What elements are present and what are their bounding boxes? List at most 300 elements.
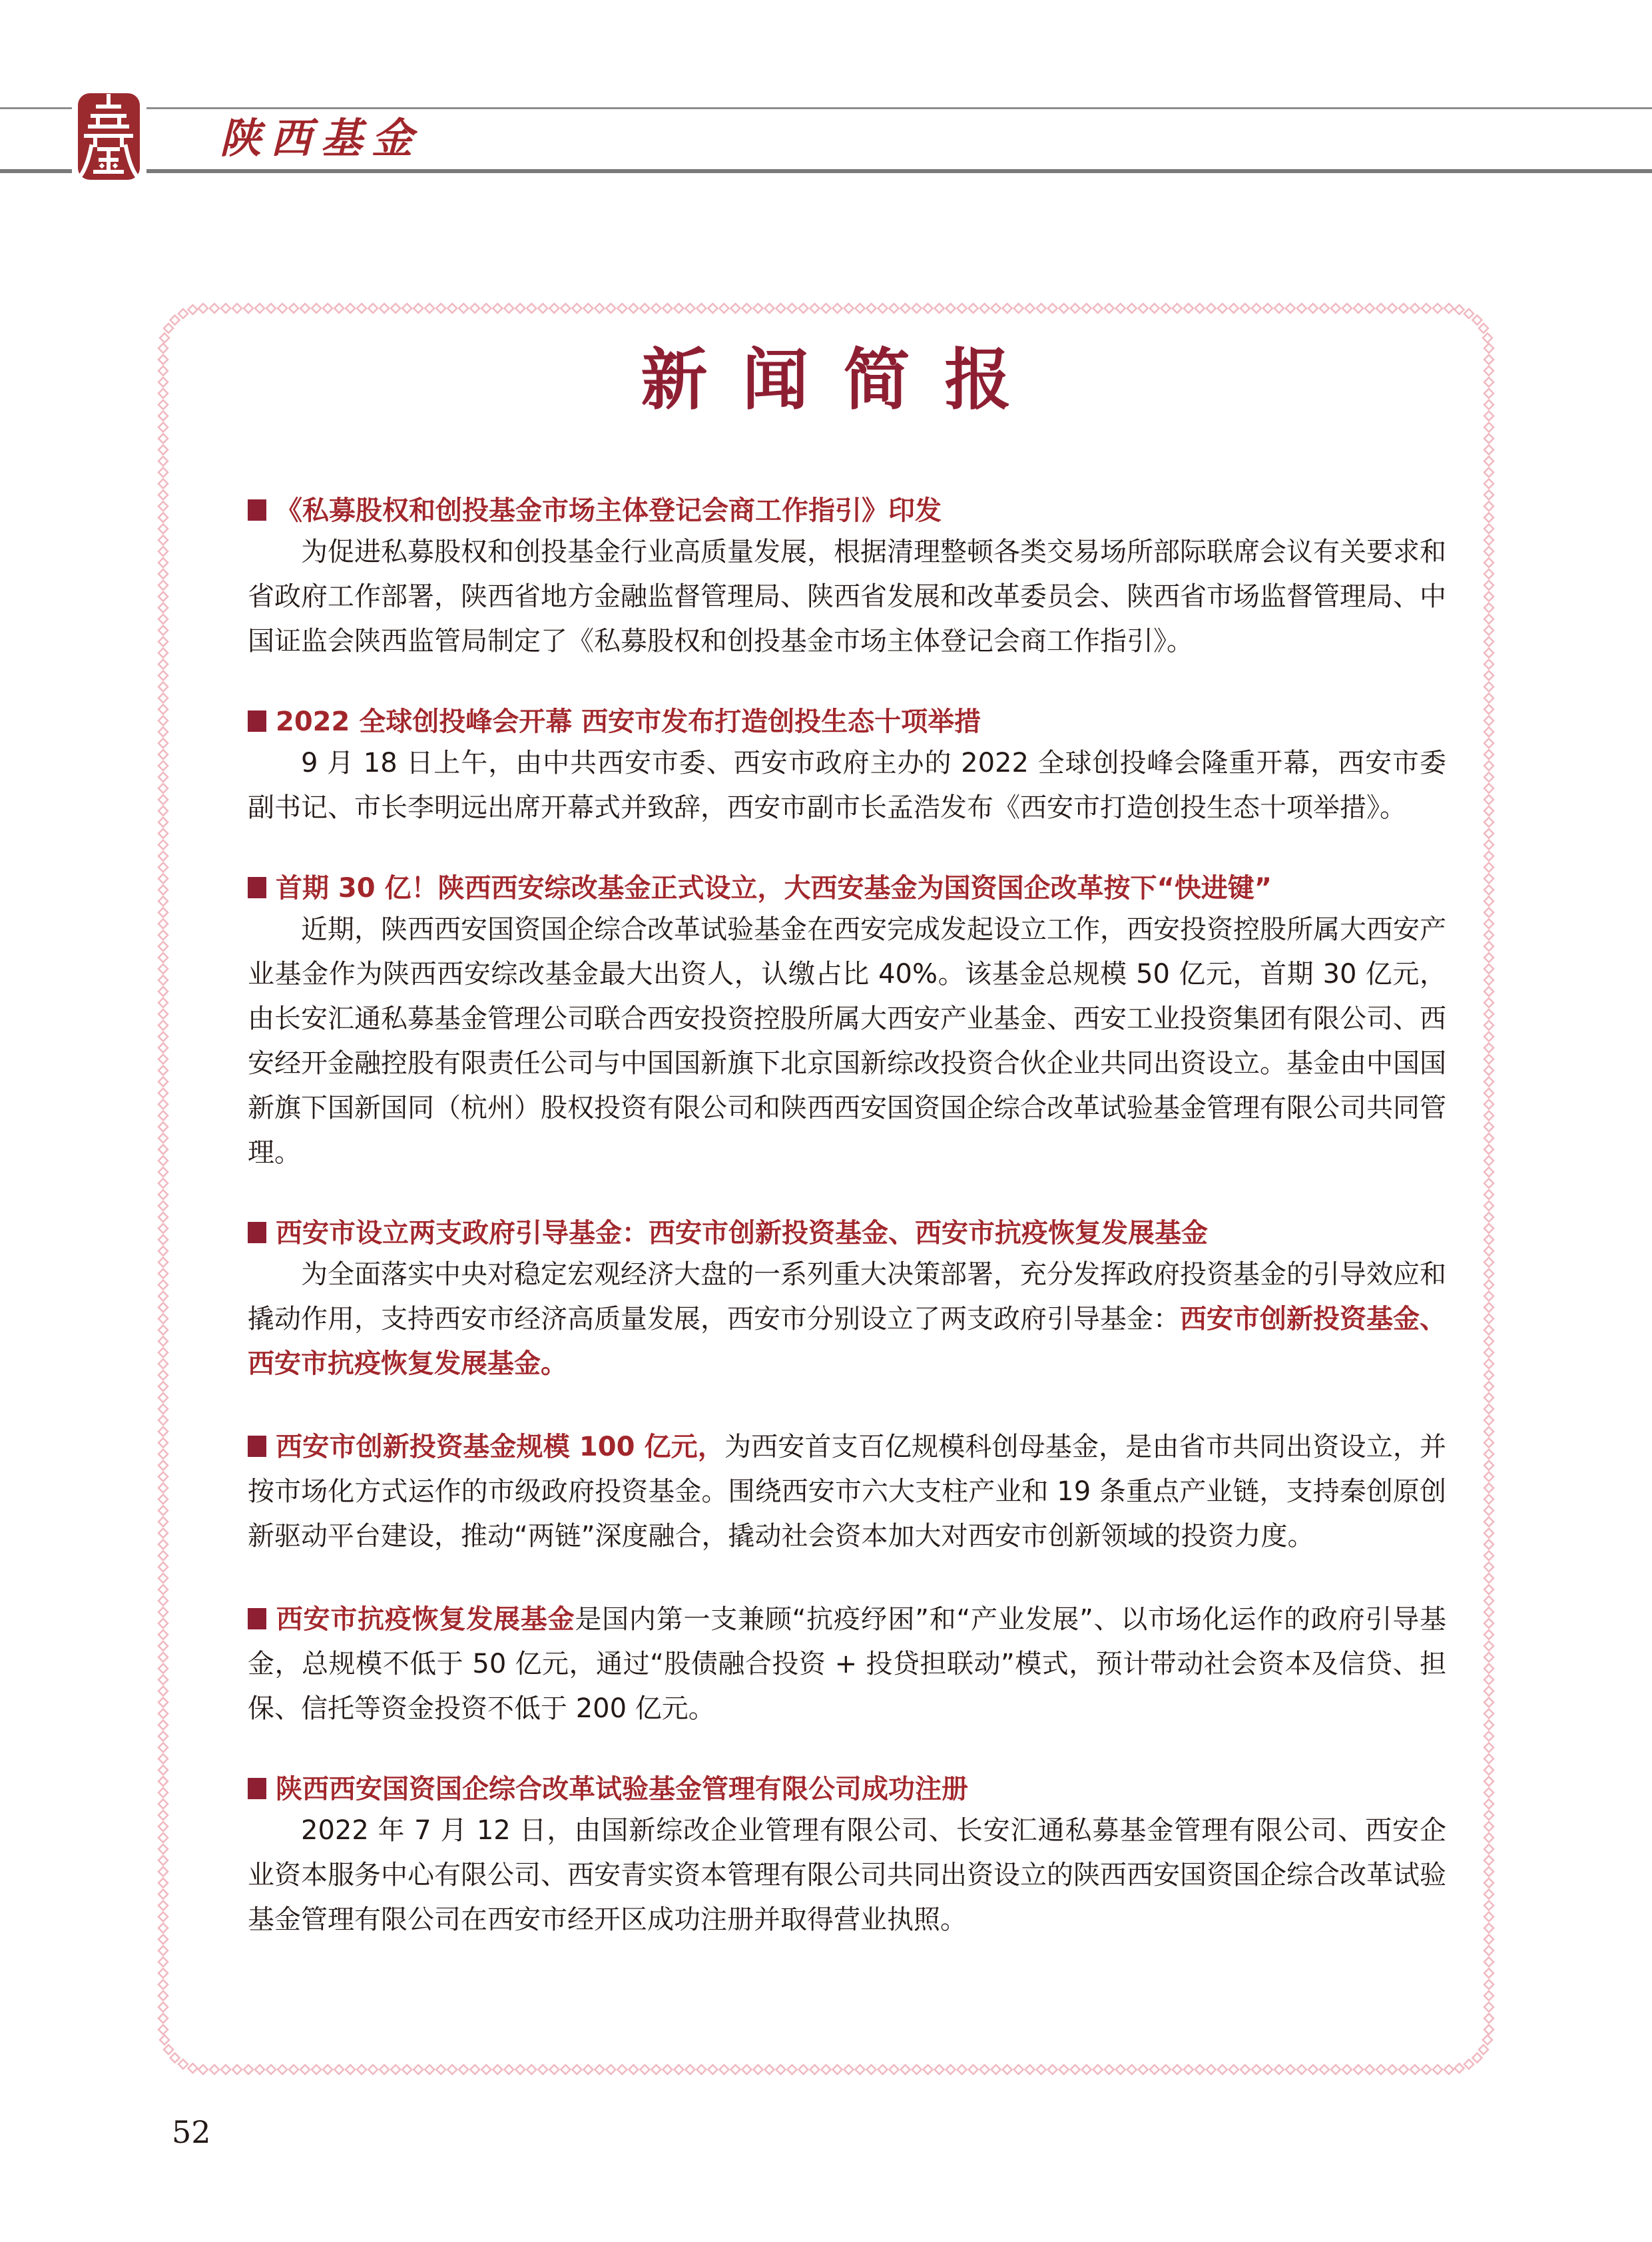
news-body-highlight: 西安市创新投资基金、西安市抗疫恢复发展基金。 <box>248 1304 1446 1379</box>
border-diamond <box>1093 2065 1103 2074</box>
border-diamond <box>1388 2065 1397 2074</box>
border-diamond <box>787 304 796 313</box>
border-diamond <box>158 1009 168 1019</box>
border-diamond <box>1025 2065 1035 2074</box>
border-diamond <box>1484 524 1494 533</box>
border-diamond <box>924 2065 933 2074</box>
border-diamond <box>1484 784 1494 793</box>
border-diamond <box>1484 908 1494 917</box>
border-diamond <box>158 1585 168 1594</box>
border-diamond <box>1484 1923 1494 1932</box>
border-diamond <box>1484 1822 1494 1831</box>
border-diamond <box>1484 1484 1494 1493</box>
border-diamond <box>935 2065 944 2074</box>
border-diamond <box>629 304 638 313</box>
border-diamond <box>158 1416 168 1425</box>
border-diamond <box>549 2065 559 2074</box>
border-diamond <box>1003 2065 1012 2074</box>
border-diamond <box>1263 2065 1272 2074</box>
border-diamond <box>844 2065 854 2074</box>
border-diamond <box>810 304 819 313</box>
border-diamond <box>606 2065 615 2074</box>
border-diamond <box>1320 304 1329 313</box>
border-diamond <box>413 304 423 313</box>
border-diamond <box>158 1247 168 1256</box>
border-diamond <box>158 1596 168 1605</box>
border-diamond <box>470 2065 479 2074</box>
border-diamond <box>158 1506 168 1515</box>
border-diamond <box>1240 2065 1250 2074</box>
border-diamond <box>685 304 694 313</box>
border-diamond <box>380 2065 389 2074</box>
border-diamond <box>210 304 219 313</box>
border-diamond <box>1484 1878 1494 1888</box>
border-diamond <box>425 2065 434 2074</box>
border-diamond <box>158 467 168 477</box>
border-diamond <box>1484 1077 1494 1087</box>
border-diamond <box>158 659 168 669</box>
border-diamond <box>357 2065 366 2074</box>
border-diamond <box>1479 324 1488 333</box>
border-diamond <box>753 2065 762 2074</box>
border-diamond <box>158 1833 168 1842</box>
square-bullet-icon <box>248 1778 266 1799</box>
border-diamond <box>1484 1438 1494 1448</box>
border-diamond <box>158 1822 168 1831</box>
border-diamond <box>158 1890 168 1899</box>
border-diamond <box>1472 316 1482 325</box>
border-diamond <box>1484 479 1494 488</box>
border-diamond <box>178 2060 188 2069</box>
border-diamond <box>346 2065 355 2074</box>
border-diamond <box>158 456 168 465</box>
border-diamond <box>1484 558 1494 567</box>
border-diamond <box>696 2065 706 2074</box>
border-diamond <box>158 1980 168 1989</box>
border-diamond <box>685 2065 694 2074</box>
border-diamond <box>158 501 168 511</box>
border-diamond <box>255 2065 264 2074</box>
border-diamond <box>1082 304 1091 313</box>
border-diamond <box>1320 2065 1329 2074</box>
border-diamond <box>991 304 1001 313</box>
border-diamond <box>1484 1991 1494 2000</box>
border-diamond <box>158 1664 168 1673</box>
border-diamond <box>158 1495 168 1504</box>
border-diamond <box>1484 682 1494 691</box>
border-diamond <box>527 304 536 313</box>
border-diamond <box>158 1122 168 1131</box>
border-diamond <box>1376 2065 1386 2074</box>
border-diamond <box>1422 2065 1431 2074</box>
square-bullet-icon <box>248 1608 266 1629</box>
border-diamond <box>1484 1336 1494 1346</box>
border-diamond <box>1484 1495 1494 1504</box>
border-diamond <box>708 304 717 313</box>
border-diamond <box>158 1021 168 1030</box>
border-diamond <box>158 806 168 816</box>
border-diamond <box>1484 1799 1494 1809</box>
border-diamond <box>278 304 287 313</box>
border-diamond <box>158 1619 168 1628</box>
border-diamond <box>1484 535 1494 545</box>
border-diamond <box>1484 1427 1494 1436</box>
border-diamond <box>158 1788 168 1797</box>
page-title: 新闻简报 <box>641 340 1046 419</box>
border-diamond <box>1218 2065 1227 2074</box>
border-diamond <box>890 304 899 313</box>
border-diamond <box>1484 1743 1494 1752</box>
news-item <box>248 702 1446 830</box>
border-diamond <box>158 1731 168 1741</box>
border-diamond <box>158 1427 168 1436</box>
border-diamond <box>255 304 264 313</box>
border-diamond <box>1195 2065 1205 2074</box>
border-diamond <box>1484 1416 1494 1425</box>
border-diamond <box>583 2065 593 2074</box>
border-diamond <box>890 2065 899 2074</box>
news-item <box>248 1597 1446 1731</box>
border-diamond <box>158 1043 168 1053</box>
news-body-text: 为全面落实中央对稳定宏观经济大盘的一系列重大决策部署，充分发挥政府投资基金的引导效应和撬动作用，支持西安市经济高质量发展，西安市分别设立了两支政府引导基金： <box>248 1259 1446 1334</box>
border-diamond <box>459 304 468 313</box>
border-diamond <box>674 2065 683 2074</box>
border-diamond <box>1484 637 1494 647</box>
news-heading: 陕西西安国资国企综合改革试验基金管理有限公司成功注册 <box>248 1770 1446 1809</box>
border-diamond <box>158 1314 168 1323</box>
border-diamond <box>1484 569 1494 579</box>
border-diamond <box>158 1032 168 1041</box>
border-diamond <box>221 304 230 313</box>
border-diamond <box>1484 795 1494 804</box>
border-diamond <box>1365 2065 1374 2074</box>
border-diamond <box>1484 1009 1494 1019</box>
border-diamond <box>1410 2065 1420 2074</box>
border-diamond <box>158 784 168 793</box>
border-diamond <box>1093 304 1103 313</box>
border-diamond <box>198 2065 208 2074</box>
border-diamond <box>158 1641 168 1651</box>
border-diamond <box>158 1856 168 1865</box>
border-diamond <box>1484 953 1494 962</box>
border-diamond <box>158 1404 168 1414</box>
border-diamond <box>1484 1088 1494 1097</box>
border-diamond <box>158 1867 168 1876</box>
border-diamond <box>158 1348 168 1357</box>
border-diamond <box>1484 1540 1494 1549</box>
border-diamond <box>1484 806 1494 816</box>
border-diamond <box>158 1934 168 1944</box>
border-diamond <box>1484 750 1494 759</box>
border-diamond <box>158 896 168 906</box>
border-diamond <box>1484 1393 1494 1402</box>
border-diamond <box>1444 2065 1454 2074</box>
border-diamond <box>1229 2065 1239 2074</box>
border-diamond <box>158 908 168 917</box>
border-diamond <box>158 445 168 455</box>
border-diamond <box>158 1653 168 1662</box>
border-diamond <box>188 2064 197 2073</box>
news-list <box>248 491 1446 1981</box>
border-diamond <box>158 1540 168 1549</box>
border-diamond <box>980 304 989 313</box>
border-diamond <box>1354 304 1363 313</box>
border-diamond <box>470 304 479 313</box>
border-diamond <box>1229 304 1239 313</box>
border-diamond <box>158 1754 168 1763</box>
border-diamond <box>1410 304 1420 313</box>
news-inline-heading: 西安市抗疫恢复发展基金 <box>276 1604 575 1635</box>
border-diamond <box>538 304 547 313</box>
border-diamond <box>776 304 785 313</box>
border-diamond <box>1484 1788 1494 1797</box>
border-diamond <box>1484 1844 1494 1854</box>
border-diamond <box>158 649 168 658</box>
border-diamond <box>244 2065 253 2074</box>
border-diamond <box>1433 304 1442 313</box>
border-diamond <box>158 863 168 872</box>
news-body: 为促进私募股权和创投基金行业高质量发展，根据清理整顿各类交易场所部际联席会议有关要求和省政府工作部署，陕西省地方金融监督管理局、陕西省发展和改革委员会、陕西省市场监督管理局、中国证监会陕西监管局制定了《私募股权和创投基金市场主体登记会商工作指引》。 <box>248 537 1446 657</box>
border-diamond <box>742 2065 751 2074</box>
border-diamond <box>1484 1314 1494 1323</box>
border-diamond <box>1037 2065 1046 2074</box>
border-diamond <box>1048 304 1057 313</box>
border-diamond <box>1484 1957 1494 1966</box>
border-diamond <box>1173 304 1182 313</box>
border-diamond <box>1297 2065 1306 2074</box>
border-diamond <box>629 2065 638 2074</box>
news-body: 9 月 18 日上午，由中共西安市委、西安市政府主办的 2022 全球创投峰会隆重开幕，西安市委副书记、市长李明远出席开幕式并致辞，西安市副市长孟浩发布《西安市打造创投生态十项举措》。 <box>248 748 1446 823</box>
border-diamond <box>1484 1811 1494 1820</box>
border-diamond <box>1484 829 1494 838</box>
border-diamond <box>856 304 865 313</box>
border-diamond <box>561 2065 570 2074</box>
border-diamond <box>1240 304 1250 313</box>
border-diamond <box>221 2065 230 2074</box>
border-diamond <box>822 304 831 313</box>
border-diamond <box>538 2065 547 2074</box>
border-diamond <box>1286 304 1295 313</box>
border-diamond <box>1342 304 1352 313</box>
border-diamond <box>158 704 168 714</box>
border-diamond <box>1484 1890 1494 1899</box>
border-diamond <box>1184 304 1193 313</box>
border-diamond <box>1484 547 1494 556</box>
border-diamond <box>856 2065 865 2074</box>
border-diamond <box>158 1844 168 1854</box>
border-diamond <box>391 2065 400 2074</box>
border-diamond <box>1331 304 1340 313</box>
border-diamond <box>1484 1258 1494 1267</box>
border-diamond <box>158 1190 168 1199</box>
border-diamond <box>158 1461 168 1470</box>
border-diamond <box>1484 1585 1494 1594</box>
border-diamond <box>730 2065 740 2074</box>
border-diamond <box>1308 2065 1318 2074</box>
news-heading: 《私募股权和创投基金市场主体登记会商工作指引》印发 <box>248 491 1446 530</box>
border-diamond <box>1484 1325 1494 1334</box>
border-diamond <box>833 304 842 313</box>
border-diamond <box>1484 964 1494 974</box>
border-diamond <box>1195 304 1205 313</box>
border-diamond <box>158 569 168 579</box>
border-diamond <box>413 2065 423 2074</box>
border-diamond <box>1484 1133 1494 1143</box>
border-diamond <box>158 1573 168 1583</box>
border-diamond <box>1484 1247 1494 1256</box>
border-diamond <box>312 304 321 313</box>
border-diamond <box>447 304 457 313</box>
border-diamond <box>1484 1043 1494 1053</box>
news-item <box>248 1214 1446 1386</box>
border-diamond <box>158 1709 168 1719</box>
border-diamond <box>391 304 400 313</box>
border-diamond <box>158 615 168 624</box>
border-diamond <box>158 772 168 782</box>
border-diamond <box>1059 2065 1069 2074</box>
border-diamond <box>158 1133 168 1143</box>
border-diamond <box>1484 1021 1494 1030</box>
border-diamond <box>158 1336 168 1346</box>
border-diamond <box>158 1484 168 1493</box>
border-diamond <box>504 2065 513 2074</box>
border-diamond <box>1484 1675 1494 1685</box>
border-diamond <box>158 1201 168 1211</box>
border-diamond <box>1274 2065 1284 2074</box>
border-diamond <box>158 524 168 533</box>
border-diamond <box>158 1325 168 1334</box>
border-diamond <box>1484 513 1494 522</box>
border-diamond <box>1484 1630 1494 1639</box>
border-diamond <box>1484 863 1494 872</box>
border-diamond <box>1484 501 1494 511</box>
border-diamond <box>158 671 168 680</box>
square-bullet-icon <box>248 1222 266 1243</box>
border-diamond <box>1484 1687 1494 1696</box>
border-diamond <box>447 2065 457 2074</box>
border-diamond <box>1399 2065 1408 2074</box>
border-diamond <box>158 1720 168 1729</box>
border-diamond <box>1484 1653 1494 1662</box>
border-diamond <box>158 818 168 827</box>
border-diamond <box>160 2036 169 2045</box>
border-diamond <box>1484 2025 1494 2034</box>
border-diamond <box>300 2065 310 2074</box>
border-diamond <box>798 2065 808 2074</box>
border-diamond <box>1444 304 1454 313</box>
border-diamond <box>158 626 168 635</box>
border-diamond <box>158 1077 168 1087</box>
border-diamond <box>1139 304 1148 313</box>
border-diamond <box>158 1382 168 1391</box>
border-diamond <box>323 304 332 313</box>
border-diamond <box>606 304 615 313</box>
border-diamond <box>1484 1404 1494 1414</box>
border-diamond <box>158 1224 168 1233</box>
border-diamond <box>158 716 168 725</box>
border-diamond <box>158 953 168 962</box>
border-diamond <box>1484 423 1494 432</box>
border-diamond <box>158 1607 168 1617</box>
border-diamond <box>300 304 310 313</box>
border-diamond <box>1484 1179 1494 1188</box>
border-diamond <box>946 2065 956 2074</box>
border-diamond <box>1484 1934 1494 1944</box>
border-diamond <box>742 304 751 313</box>
border-diamond <box>481 304 491 313</box>
border-diamond <box>1484 885 1494 894</box>
border-diamond <box>158 1811 168 1820</box>
border-diamond <box>991 2065 1001 2074</box>
border-diamond <box>158 1055 168 1064</box>
border-diamond <box>158 1901 168 1910</box>
border-diamond <box>1433 2065 1442 2074</box>
border-diamond <box>158 738 168 748</box>
border-diamond <box>158 1099 168 1109</box>
border-diamond <box>595 2065 604 2074</box>
border-diamond <box>969 2065 978 2074</box>
border-diamond <box>188 305 197 314</box>
border-diamond <box>583 304 593 313</box>
border-diamond <box>158 1258 168 1267</box>
border-diamond <box>158 479 168 488</box>
border-diamond <box>1025 304 1035 313</box>
border-diamond <box>572 304 581 313</box>
border-diamond <box>164 324 173 333</box>
border-diamond <box>158 1675 168 1685</box>
border-diamond <box>1059 304 1069 313</box>
border-diamond <box>1484 1562 1494 1571</box>
news-body-text: 是国内第一支兼顾“抗疫纾困”和“产业发展”、以市场化运作的政府引导基金，总规模不低于 50 亿元，通过“股债融合投资 + 投贷担联动”模式，预计带动社会资本及信贷、担保、信托等资金投资不低于 200 亿元。 <box>248 1604 1447 1724</box>
border-diamond <box>1484 1099 1494 1109</box>
border-diamond <box>170 316 180 325</box>
border-diamond <box>1331 2065 1340 2074</box>
border-diamond <box>402 2065 412 2074</box>
border-diamond <box>164 2045 173 2054</box>
border-diamond <box>1484 1461 1494 1470</box>
border-diamond <box>1263 304 1272 313</box>
border-diamond <box>1484 615 1494 624</box>
border-diamond <box>158 2014 168 2023</box>
border-diamond <box>1161 2065 1171 2074</box>
border-diamond <box>1484 919 1494 928</box>
border-diamond <box>1484 490 1494 499</box>
border-diamond <box>402 304 412 313</box>
border-diamond <box>663 2065 672 2074</box>
border-diamond <box>924 304 933 313</box>
border-diamond <box>158 1088 168 1097</box>
border-diamond <box>425 304 434 313</box>
border-diamond <box>1274 304 1284 313</box>
border-diamond <box>901 2065 910 2074</box>
border-diamond <box>323 2065 332 2074</box>
border-diamond <box>1365 304 1374 313</box>
border-diamond <box>1297 304 1306 313</box>
border-diamond <box>158 1551 168 1560</box>
border-diamond <box>696 304 706 313</box>
border-diamond <box>515 2065 525 2074</box>
border-diamond <box>158 1111 168 1120</box>
border-diamond <box>158 1743 168 1752</box>
border-diamond <box>1484 626 1494 635</box>
news-body-text: 为西安首支百亿规模科创母基金，是由省市共同出资设立，并按市场化方式运作的市级政府投资基金。围绕西安市六大支柱产业和 19 条重点产业链，支持秦创原创新驱动平台建设，推动“两链”深度融合，撬动社会资本加大对西安市创新领域的投资力度。 <box>248 1432 1446 1551</box>
border-diamond <box>158 2002 168 2012</box>
news-body <box>248 1425 1446 1559</box>
border-diamond <box>1484 1765 1494 1775</box>
border-diamond <box>1484 1066 1494 1075</box>
border-diamond <box>764 2065 774 2074</box>
border-diamond <box>969 304 978 313</box>
